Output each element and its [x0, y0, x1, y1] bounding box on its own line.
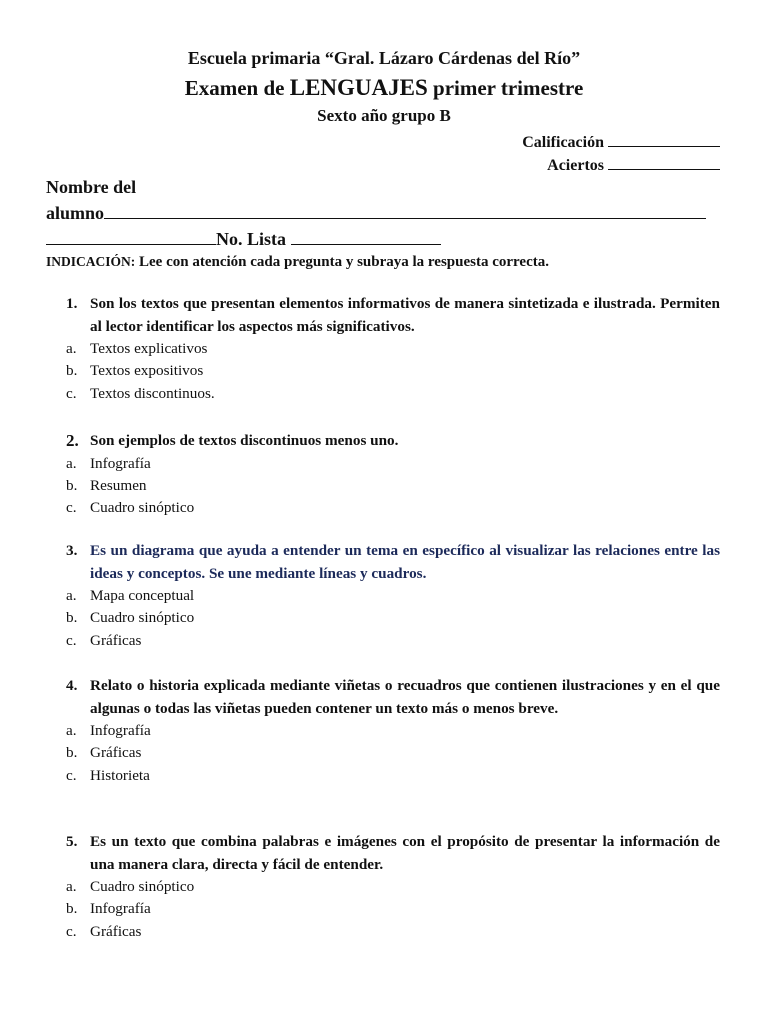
question-2 [66, 430, 720, 519]
answer-option[interactable] [66, 360, 720, 382]
option-text: Gráficas [90, 922, 142, 940]
question-1 [66, 293, 720, 405]
question-text: Es un diagrama que ayuda a entender un tema en específico al visualizar las relaciones entre las ideas y conceptos. Se une mediante líneas y cuadros. [90, 542, 720, 582]
option-text: Gráficas [90, 631, 142, 649]
option-letter: b. [66, 609, 78, 627]
option-text: Cuadro sinóptico [90, 609, 195, 627]
option-letter: a. [66, 878, 77, 895]
grade-label: Calificación [522, 134, 604, 151]
answer-option[interactable] [66, 453, 720, 475]
instruction-text: Lee con atención cada pregunta y subraya la respuesta correcta. [135, 254, 549, 270]
student-name-field[interactable] [46, 203, 706, 224]
option-letter: a. [66, 722, 77, 739]
question-number: 4. [66, 677, 78, 694]
option-letter: b. [66, 744, 78, 762]
option-letter: b. [66, 362, 78, 380]
option-text: Infografía [90, 900, 151, 918]
exam-group: Sexto año grupo B [317, 106, 451, 125]
question-3 [66, 540, 720, 652]
student-name-label-line2: alumno [46, 203, 105, 223]
hits-label: Aciertos [547, 157, 604, 174]
question-text: Es un texto que combina palabras e imágenes con el propósito de presentar la información de una manera clara, directa y fácil de entender. [90, 833, 720, 873]
answer-option[interactable] [66, 338, 720, 360]
option-text: Cuadro sinóptico [90, 499, 195, 517]
question-text: Son ejemplos de textos discontinuos menos uno. [90, 432, 399, 449]
option-letter: a. [66, 340, 77, 357]
exam-title-prefix: Examen de [184, 76, 290, 100]
school-name: Escuela primaria “Gral. Lázaro Cárdenas del Río” [187, 48, 581, 68]
question-number: 1. [66, 295, 78, 312]
option-letter: c. [66, 384, 77, 402]
option-text: Historieta [90, 766, 150, 784]
option-text: Infografía [90, 454, 151, 472]
answer-option[interactable] [66, 630, 720, 652]
option-text: Textos explicativos [90, 340, 208, 357]
answer-option[interactable] [66, 921, 720, 943]
question-text: Son los textos que presentan elementos informativos de manera sintetizada e ilustrada. Permiten al lector identificar los aspectos más significativos. [90, 295, 720, 335]
option-letter: c. [66, 766, 77, 784]
answer-option[interactable] [66, 497, 720, 519]
option-letter: b. [66, 900, 78, 918]
option-letter: c. [66, 631, 77, 649]
student-name-label-line1: Nombre del [46, 177, 137, 197]
student-name-blank-cont[interactable] [46, 230, 216, 245]
answer-option[interactable] [66, 475, 720, 497]
hits-field[interactable] [547, 155, 720, 175]
exam-title-suffix: primer trimestre [427, 76, 584, 100]
answer-option[interactable] [66, 383, 720, 405]
answer-option[interactable] [66, 876, 720, 898]
option-letter: c. [66, 499, 77, 517]
exam-title [0, 75, 768, 101]
option-text: Mapa conceptual [90, 587, 195, 604]
hits-blank[interactable] [608, 155, 720, 170]
question-number: 5. [66, 833, 78, 850]
option-text: Resumen [90, 476, 147, 494]
answer-option[interactable] [66, 607, 720, 629]
answer-option[interactable] [66, 765, 720, 787]
question-number: 2. [66, 431, 79, 450]
option-letter: a. [66, 587, 77, 604]
grade-field[interactable] [522, 132, 720, 152]
exam-title-subject: LENGUAJES [289, 75, 428, 100]
option-letter: b. [66, 476, 78, 494]
option-text: Cuadro sinóptico [90, 878, 195, 895]
option-text: Textos expositivos [90, 362, 204, 380]
grade-blank[interactable] [608, 132, 720, 147]
instruction [46, 254, 549, 271]
question-4 [66, 675, 720, 787]
option-text: Infografía [90, 722, 151, 739]
instruction-label: INDICACIÓN: [46, 254, 136, 269]
list-number-field[interactable] [46, 229, 441, 250]
answer-option[interactable] [66, 742, 720, 764]
option-letter: a. [66, 454, 77, 472]
option-text: Gráficas [90, 744, 142, 762]
option-letter: c. [66, 922, 77, 940]
answer-option[interactable] [66, 585, 720, 607]
option-text: Textos discontinuos. [90, 384, 215, 402]
question-number: 3. [66, 542, 78, 559]
question-text: Relato o historia explicada mediante viñetas o recuadros que contienen ilustraciones y en el que algunas o todas las viñetas pueden contener un texto más o menos breve. [90, 677, 720, 717]
list-number-label: No. Lista [216, 229, 287, 249]
answer-option[interactable] [66, 720, 720, 742]
list-number-blank[interactable] [291, 230, 441, 245]
question-5 [66, 831, 720, 943]
answer-option[interactable] [66, 898, 720, 920]
student-name-blank[interactable] [104, 204, 706, 219]
